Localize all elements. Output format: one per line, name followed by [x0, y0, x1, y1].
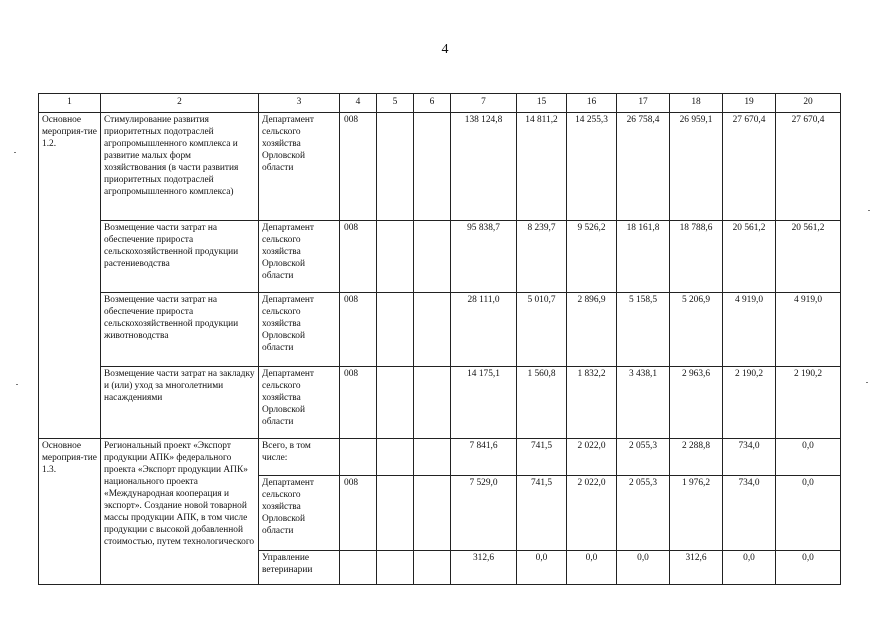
value-cell: 8 239,7 [517, 221, 567, 293]
column-header: 3 [259, 94, 340, 113]
column-header: 6 [414, 94, 451, 113]
measure-label: Основное мероприя-тие 1.2. [39, 113, 101, 439]
row-executor: Управление ветеринарии [259, 551, 340, 585]
value-cell: 26 758,4 [617, 113, 670, 221]
page-number: 4 [441, 42, 449, 57]
column-header: 2 [101, 94, 259, 113]
column-header: 16 [567, 94, 617, 113]
cell-6 [414, 221, 451, 293]
cell-6 [414, 476, 451, 551]
value-cell: 1 832,2 [567, 367, 617, 439]
table-row [39, 221, 841, 293]
value-cell: 1 976,2 [670, 476, 723, 551]
value-cell: 5 158,5 [617, 293, 670, 367]
value-cell: 27 670,4 [723, 113, 776, 221]
row-executor: Всего, в том числе: [259, 439, 340, 476]
value-cell: 0,0 [567, 551, 617, 585]
value-cell: 2 190,2 [776, 367, 841, 439]
code-cell: 008 [340, 113, 377, 221]
value-cell: 2 055,3 [617, 439, 670, 476]
budget-table [38, 93, 841, 585]
cell-6 [414, 551, 451, 585]
table-row [39, 293, 841, 367]
row-description: Возмещение части затрат на обеспечение прироста сельскохозяйственной продукции животноводства [101, 293, 259, 367]
table-row [39, 113, 841, 221]
cell-5 [377, 551, 414, 585]
value-cell: 2 288,8 [670, 439, 723, 476]
value-cell: 7 841,6 [451, 439, 517, 476]
value-cell: 3 438,1 [617, 367, 670, 439]
value-cell: 95 838,7 [451, 221, 517, 293]
scan-speck [866, 382, 868, 383]
scan-speck [16, 384, 18, 385]
column-header: 15 [517, 94, 567, 113]
value-cell: 2 022,0 [567, 476, 617, 551]
value-cell: 2 055,3 [617, 476, 670, 551]
value-cell: 0,0 [617, 551, 670, 585]
value-cell: 734,0 [723, 439, 776, 476]
value-cell: 0,0 [776, 439, 841, 476]
code-cell: 008 [340, 221, 377, 293]
cell-6 [414, 113, 451, 221]
value-cell: 18 788,6 [670, 221, 723, 293]
value-cell: 14 175,1 [451, 367, 517, 439]
value-cell: 18 161,8 [617, 221, 670, 293]
cell-5 [377, 113, 414, 221]
value-cell: 312,6 [670, 551, 723, 585]
value-cell: 27 670,4 [776, 113, 841, 221]
cell-5 [377, 439, 414, 476]
cell-5 [377, 367, 414, 439]
column-header: 17 [617, 94, 670, 113]
table-header-row [39, 94, 841, 113]
row-description: Возмещение части затрат на закладку и (или) уход за многолетними насаждениями [101, 367, 259, 439]
value-cell: 7 529,0 [451, 476, 517, 551]
value-cell: 5 206,9 [670, 293, 723, 367]
cell-6 [414, 439, 451, 476]
value-cell: 9 526,2 [567, 221, 617, 293]
column-header: 1 [39, 94, 101, 113]
column-header: 4 [340, 94, 377, 113]
column-header: 18 [670, 94, 723, 113]
value-cell: 312,6 [451, 551, 517, 585]
value-cell: 20 561,2 [723, 221, 776, 293]
column-header: 20 [776, 94, 841, 113]
value-cell: 0,0 [776, 551, 841, 585]
value-cell: 741,5 [517, 439, 567, 476]
scan-speck [868, 210, 870, 211]
value-cell: 1 560,8 [517, 367, 567, 439]
value-cell: 0,0 [776, 476, 841, 551]
row-description: Стимулирование развития приоритетных подотраслей агропромышленного комплекса и развитие малых форм хозяйствования (в части развития приоритетных подотраслей агропромышленного комплекса) [101, 113, 259, 221]
row-executor: Департамент сельского хозяйства Орловской области [259, 367, 340, 439]
code-cell: 008 [340, 293, 377, 367]
row-executor: Департамент сельского хозяйства Орловской области [259, 113, 340, 221]
value-cell: 741,5 [517, 476, 567, 551]
value-cell: 0,0 [723, 551, 776, 585]
row-description: Возмещение части затрат на обеспечение прироста сельскохозяйственной продукции растениеводства [101, 221, 259, 293]
cell-5 [377, 293, 414, 367]
value-cell: 14 811,2 [517, 113, 567, 221]
column-header: 7 [451, 94, 517, 113]
table-row [39, 367, 841, 439]
column-header: 5 [377, 94, 414, 113]
code-cell [340, 551, 377, 585]
cell-6 [414, 367, 451, 439]
cell-5 [377, 476, 414, 551]
cell-5 [377, 221, 414, 293]
value-cell: 2 963,6 [670, 367, 723, 439]
row-executor: Департамент сельского хозяйства Орловской области [259, 476, 340, 551]
value-cell: 734,0 [723, 476, 776, 551]
value-cell: 26 959,1 [670, 113, 723, 221]
cell-6 [414, 293, 451, 367]
column-header: 19 [723, 94, 776, 113]
value-cell: 0,0 [517, 551, 567, 585]
value-cell: 4 919,0 [723, 293, 776, 367]
table-row [39, 439, 841, 476]
value-cell: 5 010,7 [517, 293, 567, 367]
code-cell [340, 439, 377, 476]
value-cell: 28 111,0 [451, 293, 517, 367]
value-cell: 20 561,2 [776, 221, 841, 293]
scan-speck [14, 152, 16, 153]
value-cell: 4 919,0 [776, 293, 841, 367]
measure-label: Основное мероприя-тие 1.3. [39, 439, 101, 585]
code-cell: 008 [340, 476, 377, 551]
value-cell: 2 022,0 [567, 439, 617, 476]
value-cell: 2 190,2 [723, 367, 776, 439]
value-cell: 138 124,8 [451, 113, 517, 221]
row-executor: Департамент сельского хозяйства Орловской области [259, 293, 340, 367]
row-description: Региональный проект «Экспорт продукции АПК» федерального проекта «Экспорт продукции АПК» национального проекта «Международная кооперация и экспорт». Создание новой товарной массы продукции АПК, в том числе продукции с высокой добавленной стоимостью, путем технологического [101, 439, 259, 585]
value-cell: 2 896,9 [567, 293, 617, 367]
code-cell: 008 [340, 367, 377, 439]
row-executor: Департамент сельского хозяйства Орловской области [259, 221, 340, 293]
value-cell: 14 255,3 [567, 113, 617, 221]
